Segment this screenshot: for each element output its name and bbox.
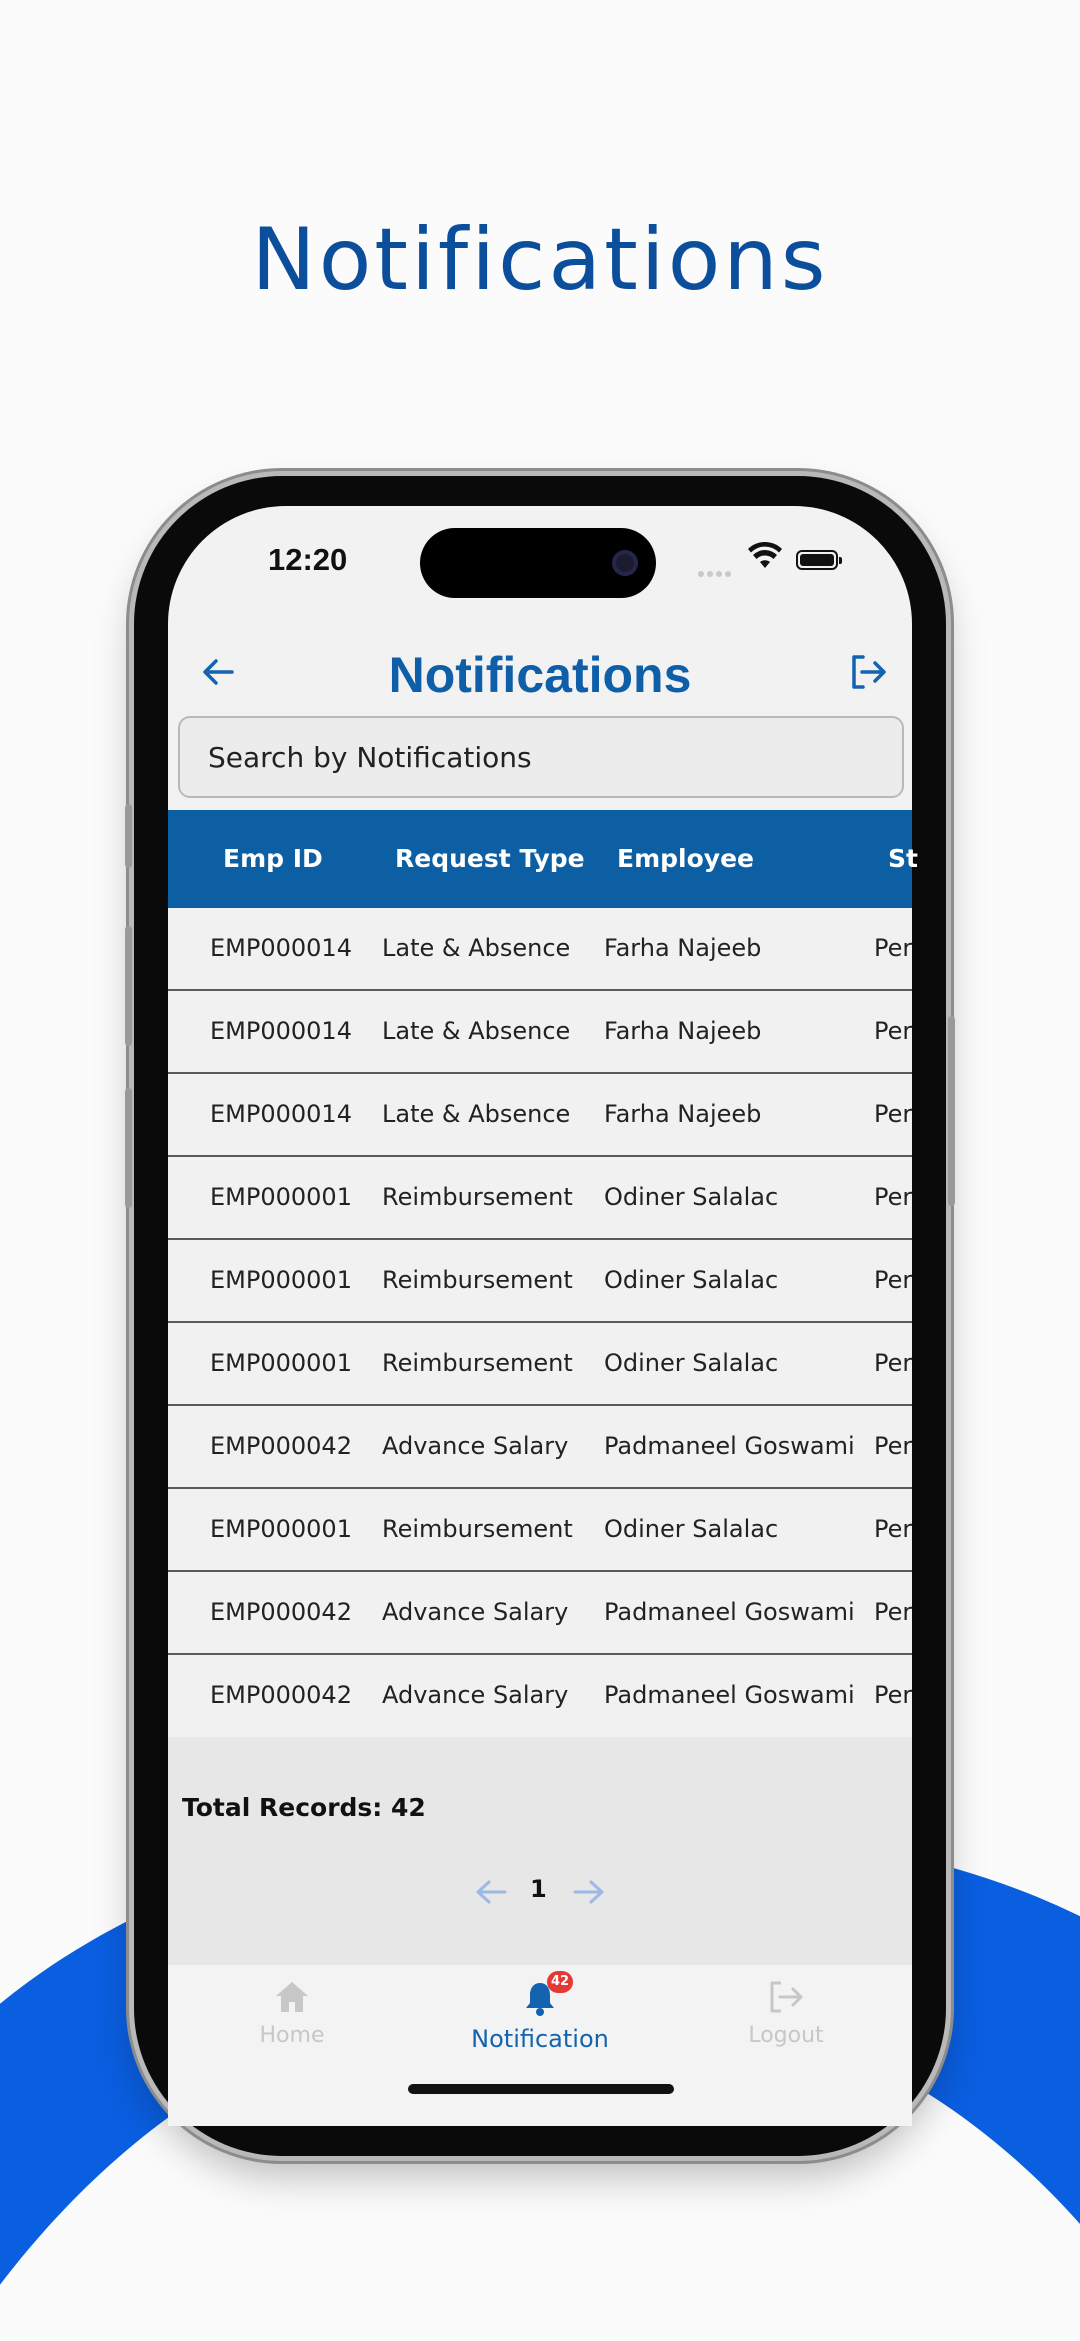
cell-request-type: Reimbursement bbox=[382, 1183, 573, 1211]
dynamic-island bbox=[420, 528, 656, 598]
bottom-navigation bbox=[168, 1965, 912, 2126]
promo-headline: Notifications bbox=[251, 210, 829, 310]
cell-request-type: Reimbursement bbox=[382, 1266, 573, 1294]
side-button bbox=[125, 804, 132, 868]
nav-label-home: Home bbox=[259, 2023, 325, 2048]
wifi-icon bbox=[748, 542, 782, 572]
volume-down-button bbox=[125, 1088, 132, 1208]
app-bar bbox=[168, 626, 912, 726]
cell-status: Per bbox=[874, 1100, 913, 1128]
cell-request-type: Late & Absence bbox=[382, 1100, 571, 1128]
table-row[interactable] bbox=[168, 1572, 912, 1655]
signal-icon bbox=[698, 562, 738, 568]
total-records: Total Records: 42 bbox=[182, 1793, 426, 1822]
nav-label-notification: Notification bbox=[471, 2025, 609, 2053]
cell-employee: Odiner Salalac bbox=[604, 1183, 779, 1211]
cell-employee: Padmaneel Goswami bbox=[604, 1681, 855, 1709]
cell-request-type: Late & Absence bbox=[382, 934, 571, 962]
cell-status: Per bbox=[874, 1598, 913, 1626]
cell-employee: Odiner Salalac bbox=[604, 1266, 779, 1294]
cell-request-type: Reimbursement bbox=[382, 1349, 573, 1377]
home-icon bbox=[273, 1979, 311, 2015]
pagination bbox=[168, 1871, 912, 1915]
cell-employee: Farha Najeeb bbox=[604, 1100, 762, 1128]
current-page-number[interactable]: 1 bbox=[530, 1875, 547, 1903]
table-row[interactable] bbox=[168, 1323, 912, 1406]
cell-employee: Padmaneel Goswami bbox=[604, 1598, 855, 1626]
app-screen bbox=[168, 506, 918, 2126]
logout-icon bbox=[766, 1979, 806, 2015]
nav-label-logout: Logout bbox=[748, 2023, 824, 2048]
power-button bbox=[948, 1016, 955, 1206]
previous-page-arrow-icon[interactable] bbox=[474, 1877, 508, 1907]
notification-badge: 42 bbox=[547, 1971, 573, 1993]
camera-icon bbox=[612, 550, 638, 576]
cell-employee: Padmaneel Goswami bbox=[604, 1432, 855, 1460]
cell-request-type: Advance Salary bbox=[382, 1598, 569, 1626]
cell-status: Per bbox=[874, 934, 913, 962]
cell-status: Per bbox=[874, 1017, 913, 1045]
cell-status: Per bbox=[874, 1432, 913, 1460]
cell-emp-id: EMP000014 bbox=[210, 1017, 352, 1045]
next-page-arrow-icon[interactable] bbox=[572, 1877, 606, 1907]
column-header-status[interactable]: St bbox=[888, 844, 918, 873]
logout-icon[interactable] bbox=[846, 650, 890, 694]
cell-request-type: Reimbursement bbox=[382, 1515, 573, 1543]
cell-request-type: Advance Salary bbox=[382, 1681, 569, 1709]
battery-icon bbox=[796, 550, 838, 570]
home-indicator[interactable] bbox=[408, 2084, 674, 2094]
cell-employee: Farha Najeeb bbox=[604, 1017, 762, 1045]
status-time: 12:20 bbox=[268, 542, 348, 577]
nav-item-logout[interactable] bbox=[706, 1979, 866, 2048]
search-input[interactable] bbox=[178, 716, 904, 798]
phone-frame bbox=[134, 476, 946, 2156]
cell-emp-id: EMP000001 bbox=[210, 1515, 352, 1543]
table-footer bbox=[168, 1737, 912, 1965]
notifications-table bbox=[168, 810, 918, 1738]
cell-status: Per bbox=[874, 1266, 913, 1294]
cell-employee: Odiner Salalac bbox=[604, 1349, 779, 1377]
table-row[interactable] bbox=[168, 1406, 912, 1489]
table-row[interactable] bbox=[168, 1655, 912, 1738]
cell-emp-id: EMP000014 bbox=[210, 934, 352, 962]
volume-up-button bbox=[125, 926, 132, 1046]
cell-employee: Farha Najeeb bbox=[604, 934, 762, 962]
table-row[interactable] bbox=[168, 1074, 912, 1157]
table-row[interactable] bbox=[168, 1240, 912, 1323]
table-row[interactable] bbox=[168, 1157, 912, 1240]
cell-emp-id: EMP000001 bbox=[210, 1183, 352, 1211]
column-header-emp-id[interactable]: Emp ID bbox=[223, 844, 323, 873]
table-row[interactable] bbox=[168, 908, 912, 991]
table-body bbox=[168, 908, 912, 1738]
table-row[interactable] bbox=[168, 991, 912, 1074]
cell-emp-id: EMP000001 bbox=[210, 1349, 352, 1377]
page-title: Notifications bbox=[388, 647, 692, 703]
cell-emp-id: EMP000001 bbox=[210, 1266, 352, 1294]
cell-status: Per bbox=[874, 1681, 913, 1709]
cell-emp-id: EMP000042 bbox=[210, 1681, 352, 1709]
cell-request-type: Late & Absence bbox=[382, 1017, 571, 1045]
cell-emp-id: EMP000042 bbox=[210, 1432, 352, 1460]
column-header-employee[interactable]: Employee bbox=[617, 844, 754, 873]
table-row[interactable] bbox=[168, 1489, 912, 1572]
cell-emp-id: EMP000042 bbox=[210, 1598, 352, 1626]
cell-status: Per bbox=[874, 1183, 913, 1211]
cell-status: Per bbox=[874, 1349, 913, 1377]
nav-item-notification[interactable] bbox=[460, 1974, 620, 2053]
nav-item-home[interactable] bbox=[212, 1979, 372, 2048]
cell-request-type: Advance Salary bbox=[382, 1432, 569, 1460]
cell-employee: Odiner Salalac bbox=[604, 1515, 779, 1543]
cell-emp-id: EMP000014 bbox=[210, 1100, 352, 1128]
table-header bbox=[168, 810, 918, 908]
column-header-request-type[interactable]: Request Type bbox=[395, 844, 585, 873]
cell-status: Per bbox=[874, 1515, 913, 1543]
